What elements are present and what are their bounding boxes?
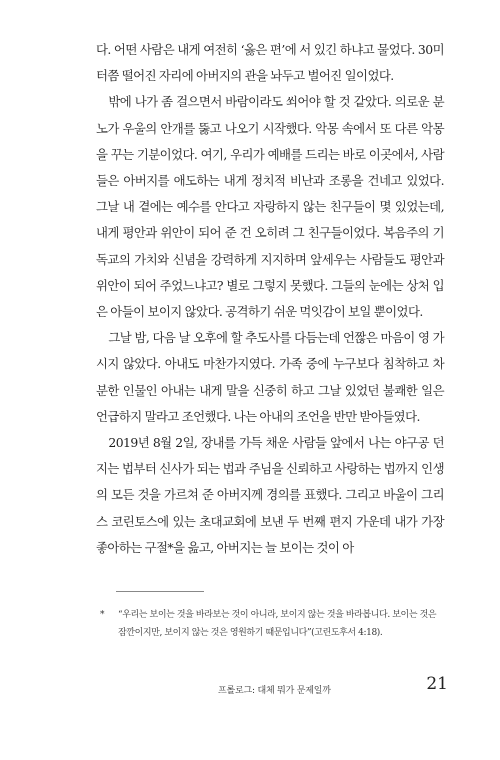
- body-text: [96, 37, 444, 561]
- page-number: 21: [426, 674, 448, 694]
- running-title: 프롤로그: 대체 뭐가 문제일까: [218, 686, 331, 696]
- footnote-divider: [116, 591, 204, 592]
- footnote: [100, 606, 446, 642]
- footnote-marker: *: [100, 610, 105, 620]
- footnote-text: “우리는 보이는 것을 바라보는 것이 아니라, 보이지 않는 것을 바라봅니다. 보이는 것은 잠깐이지만, 보이지 않는 것은 영원하기 때문입니다”(고린도후서 4:18).: [118, 610, 437, 639]
- paragraph: 2019년 8월 2일, 장내를 가득 채운 사람들 앞에서 나는 야구공 던지는 법부터 신사가 되는 법과 주님을 신뢰하고 사랑하는 법까지 인생의 모든 것을 가르쳐 준 아버지께 경의를 표했다. 그리고 바울이 그리스 코린토스에 있는 초대교회에 보낸 두 번째 편지 가운데 내가 가장 좋아하는 구절*을 읊고, 아버지는 늘 보이는 것이 아: [96, 435, 444, 555]
- paragraph: 밖에 나가 좀 걸으면서 바람이라도 쐬어야 할 것 같았다. 의로운 분노가 우울의 안개를 뚫고 나오기 시작했다. 악몽 속에서 또 다른 악몽을 꾸는 기분이었다. 여기, 우리가 예배를 드리는 바로 이곳에서, 사람들은 아버지를 애도하는 내게 정치적 비난과 조롱을 건네고 있었다. 그날 내 곁에는 예수를 안다고 자랑하지 않는 친구들이 몇 있었는데, 내게 평안과 위안이 되어 준 건 오히려 그 친구들이었다. 복음주의 기독교의 가치와 신념을 강력하게 지지하며 앞세우는 사람들도 평안과 위안이 되어 주었느냐고? 별로 그렇지 못했다. 그들의 눈에는 상처 입은 아들이 보이지 않았다. 공격하기 쉬운 먹잇감이 보일 뿐이었다.: [96, 94, 444, 320]
- paragraph: 그날 밤, 다음 날 오후에 할 추도사를 다듬는데 언짢은 마음이 영 가시지 않았다. 아내도 마찬가지였다. 가족 중에 누구보다 침착하고 차분한 인물인 아내는 내게 말을 신중히 하고 그날 있었던 불쾌한 일은 언급하지 말라고 조언했다. 나는 아내의 조언을 반만 받아들였다.: [96, 330, 444, 424]
- paragraph-continued: 다. 어떤 사람은 내게 여전히 ‘옳은 편’에 서 있긴 하냐고 물었다. 30미터쯤 떨어진 자리에 아버지의 관을 놔두고 벌어진 일이었다.: [96, 42, 444, 84]
